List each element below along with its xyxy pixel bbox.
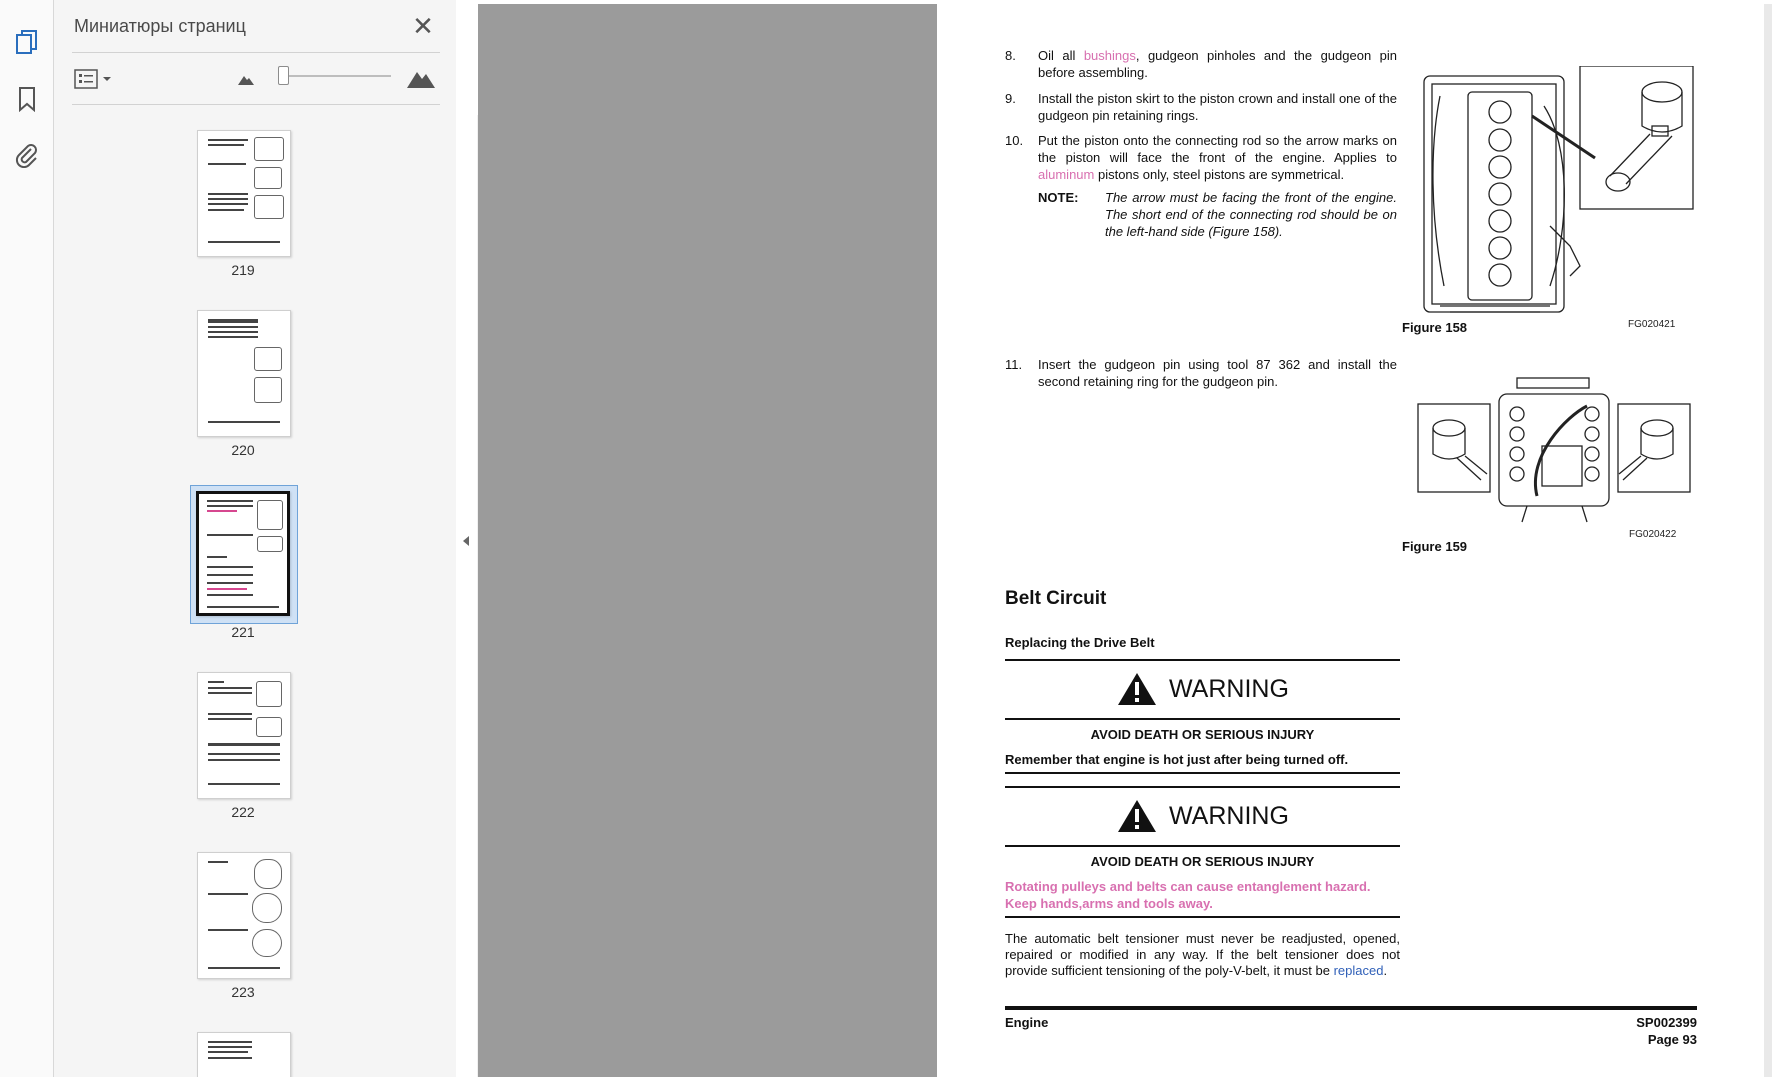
warning-heading: WARNING	[1117, 672, 1289, 706]
note-text: The arrow must be facing the front of the engine. The short end of the connecting rod should be on the left-hand side (Figure 158).	[1105, 190, 1397, 239]
page-thumbnail[interactable]	[197, 1032, 291, 1077]
figure-159-illustration	[1417, 376, 1692, 533]
bushings-link[interactable]: bushings	[1083, 48, 1136, 63]
panel-title: Миниатюры страниц	[74, 16, 246, 36]
figure-caption: Figure 159	[1402, 539, 1468, 554]
thumbnail-options-button[interactable]	[74, 66, 118, 92]
warning-subtitle: AVOID DEATH OR SERIOUS INJURY	[1090, 727, 1315, 742]
figure-code: FG020421	[1628, 319, 1676, 330]
panel-divider	[72, 52, 440, 53]
figure-caption: Figure 158	[1402, 320, 1468, 335]
zoom-out-thumbnails-icon[interactable]	[237, 72, 255, 91]
list-options-icon	[74, 69, 98, 89]
warning-triangle-icon	[1117, 799, 1157, 833]
note-label: NOTE:	[1038, 190, 1079, 205]
panel-divider	[72, 104, 440, 105]
subsection-title: Replacing the Drive Belt	[1005, 635, 1155, 650]
page-thumbnail-label: 223	[231, 984, 255, 1000]
collapse-panel-handle[interactable]	[460, 530, 472, 552]
warning-text: Rotating pulleys and belts can cause entanglement hazard.	[1005, 879, 1371, 894]
body-paragraph: The automatic belt tensioner must never be readjusted, opened, repaired or modified in any way. If the belt tensioner does not provide sufficient tensioning of the poly-V-belt, it must be replaced.	[1005, 931, 1400, 978]
footer-page-number: Page 93	[1647, 1032, 1697, 1047]
step-text: Install the piston skirt to the piston crown and install one of the gudgeon pin retaining rings.	[1038, 91, 1397, 123]
thumbnail-size-slider-track[interactable]	[279, 75, 391, 77]
step-number: 9.	[1005, 91, 1016, 106]
step-number: 8.	[1005, 48, 1016, 63]
page-thumbnail[interactable]	[197, 130, 291, 257]
thumbnail-panel	[54, 0, 456, 1077]
figure-code: FG020422	[1629, 529, 1677, 540]
footer-doc-code: SP002399	[1636, 1015, 1697, 1030]
page-thumbnail-label: 221	[231, 624, 255, 640]
page-thumbnails-icon[interactable]	[12, 28, 42, 58]
page-thumbnail[interactable]	[197, 672, 291, 799]
page-thumbnail-current[interactable]	[196, 491, 290, 616]
chevron-down-icon	[102, 75, 112, 83]
warning-triangle-icon	[1117, 672, 1157, 706]
footer-rule	[1005, 1006, 1697, 1010]
document-scrollbar[interactable]	[1764, 4, 1772, 1077]
thumbnail-size-slider-handle[interactable]	[278, 66, 289, 85]
warning-top-rule	[1005, 659, 1400, 661]
warning-bottom-rule	[1005, 772, 1400, 774]
zoom-in-thumbnails-icon[interactable]	[406, 67, 436, 94]
warning-subtitle: AVOID DEATH OR SERIOUS INJURY	[1090, 854, 1315, 869]
section-title: Belt Circuit	[1005, 588, 1107, 609]
warning-rule	[1005, 718, 1400, 720]
thumbnail-list	[54, 110, 434, 1077]
attachment-icon[interactable]	[12, 140, 42, 170]
warning-text: Keep hands,arms and tools away.	[1005, 896, 1213, 911]
figure-158-illustration	[1420, 66, 1695, 326]
aluminum-link[interactable]: aluminum	[1038, 167, 1095, 182]
step-text: Oil all bushings, gudgeon pinholes and the gudgeon pin before assembling.	[1038, 48, 1397, 80]
warning-bottom-rule	[1005, 916, 1400, 918]
chevron-left-icon	[462, 535, 470, 547]
left-toolbar	[0, 0, 54, 1077]
replaced-link[interactable]: replaced	[1333, 963, 1384, 978]
warning-rule	[1005, 845, 1400, 847]
page-thumbnail-label: 220	[231, 442, 255, 458]
page-thumbnail-label: 219	[231, 262, 255, 278]
step-number: 11.	[1005, 357, 1023, 372]
bookmark-icon[interactable]	[12, 84, 42, 114]
page-thumbnail[interactable]	[197, 310, 291, 437]
page-thumbnail-label: 222	[231, 804, 255, 820]
page-thumbnail[interactable]	[197, 852, 291, 979]
step-text: Insert the gudgeon pin using tool 87 362 and install the second retaining ring for the gudgeon pin.	[1038, 357, 1397, 389]
step-text: Put the piston onto the connecting rod so the arrow marks on the piston will face the front of the engine. Applies to aluminum pistons only, steel pistons are symmetrical.	[1038, 133, 1397, 182]
step-number: 10.	[1005, 133, 1024, 148]
warning-heading: WARNING	[1117, 799, 1289, 833]
close-panel-button[interactable]: ✕	[412, 11, 434, 41]
document-page	[937, 4, 1764, 1077]
warning-top-rule	[1005, 786, 1400, 788]
footer-section: Engine	[1005, 1015, 1049, 1030]
warning-text: Remember that engine is hot just after being turned off.	[1005, 752, 1349, 767]
